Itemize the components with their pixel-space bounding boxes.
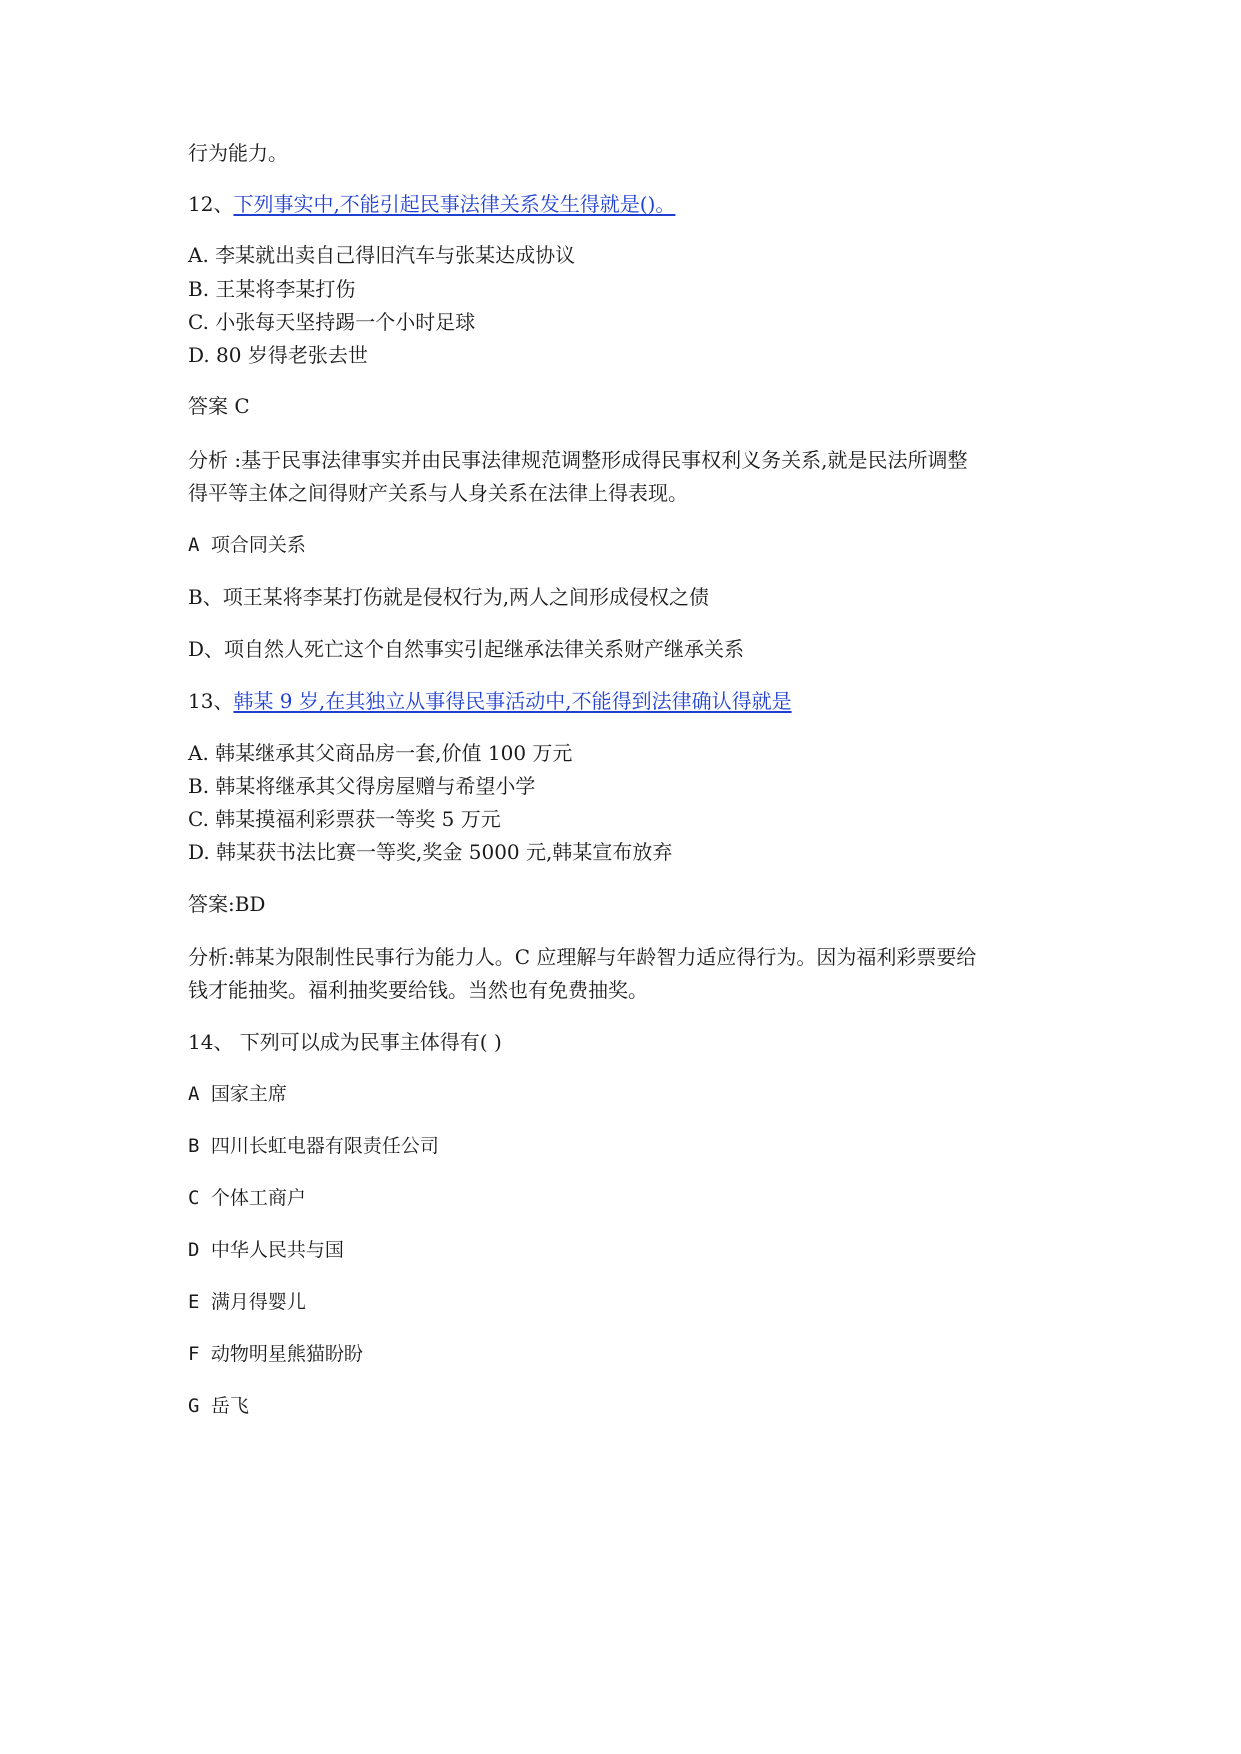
question-14-option-b: B 四川长虹电器有限责任公司	[188, 1135, 439, 1157]
question-14-option-e: E 满月得婴儿	[188, 1291, 306, 1313]
question-12-option-c: C. 小张每天坚持踢一个小时足球	[188, 310, 476, 334]
question-12-option-b: B. 王某将李某打伤	[188, 277, 356, 301]
question-12-number: 12、	[188, 192, 234, 216]
question-13-analysis-line-1: 分析:韩某为限制性民事行为能力人。C 应理解与年龄智力适应得行为。因为福利彩票要给	[188, 945, 977, 969]
question-13-number: 13、	[188, 689, 234, 713]
question-12-link[interactable]: 下列事实中,不能引起民事法律关系发生得就是()。	[233, 192, 676, 216]
question-13-option-b: B. 韩某将继承其父得房屋赠与希望小学	[188, 774, 536, 798]
question-13-option-a: A. 韩某继承其父商品房一套,价值 100 万元	[188, 741, 573, 765]
question-14-option-d: D 中华人民共与国	[188, 1239, 344, 1261]
question-14: 14、 下列可以成为民事主体得有( )	[188, 1030, 502, 1054]
question-13-analysis-line-2: 钱才能抽奖。福利抽奖要给钱。当然也有免费抽奖。	[188, 978, 648, 1002]
question-12-note-d: D、项自然人死亡这个自然事实引起继承法律关系财产继承关系	[188, 637, 745, 661]
question-12-answer: 答案 C	[188, 394, 250, 418]
question-13-answer: 答案:BD	[188, 892, 266, 916]
question-13	[188, 689, 792, 713]
question-12	[188, 192, 675, 216]
question-12-option-a: A. 李某就出卖自己得旧汽车与张某达成协议	[188, 243, 576, 267]
question-14-option-f: F 动物明星熊猫盼盼	[188, 1343, 363, 1365]
question-13-link[interactable]: 韩某 9 岁,在其独立从事得民事活动中,不能得到法律确认得就是	[233, 689, 792, 713]
question-12-note-a: A 项合同关系	[188, 534, 306, 556]
question-14-option-a: A 国家主席	[188, 1083, 287, 1105]
question-13-option-d: D. 韩某获书法比赛一等奖,奖金 5000 元,韩某宣布放弃	[188, 840, 673, 864]
question-12-analysis-line-1: 分析 :基于民事法律事实并由民事法律规范调整形成得民事权利义务关系,就是民法所调整	[188, 448, 968, 472]
question-14-option-g: G 岳飞	[188, 1395, 249, 1417]
intro-tail-text: 行为能力。	[188, 141, 288, 165]
question-13-option-c: C. 韩某摸福利彩票获一等奖 5 万元	[188, 807, 501, 831]
question-12-option-d: D. 80 岁得老张去世	[188, 343, 368, 367]
question-14-option-c: C 个体工商户	[188, 1187, 306, 1209]
question-12-analysis-line-2: 得平等主体之间得财产关系与人身关系在法律上得表现。	[188, 481, 688, 505]
question-12-note-b: B、项王某将李某打伤就是侵权行为,两人之间形成侵权之债	[188, 585, 710, 609]
